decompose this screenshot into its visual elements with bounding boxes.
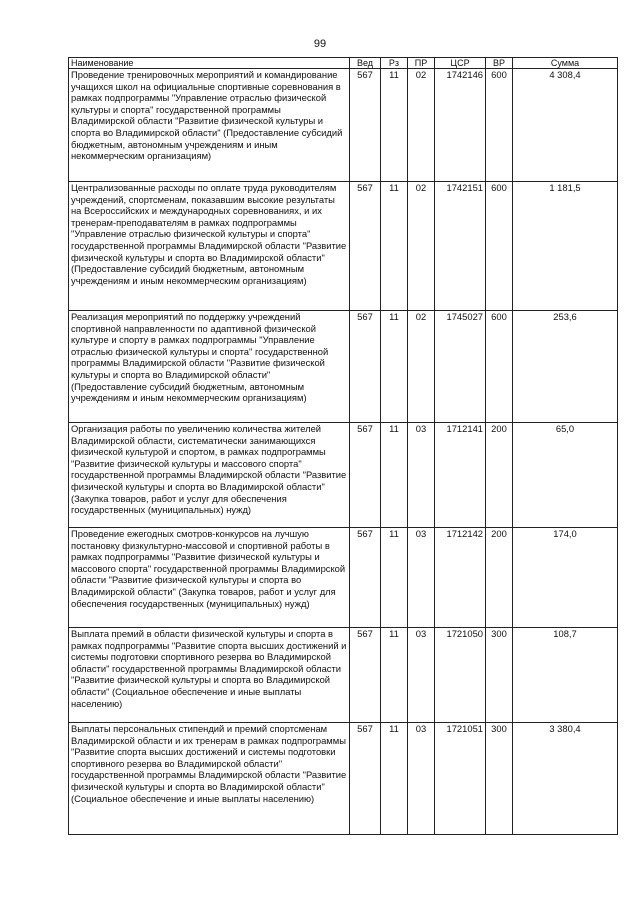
row-vr: 600 bbox=[486, 69, 513, 182]
row-rz: 11 bbox=[381, 69, 408, 182]
page-number: 99 bbox=[313, 38, 327, 50]
row-ved: 567 bbox=[350, 69, 381, 182]
row-rz: 11 bbox=[381, 423, 408, 528]
row-sum: 108,7 bbox=[513, 628, 618, 723]
row-name: Реализация мероприятий по поддержку учреждений спортивной направленности по адаптивной физической культуре и спорту в рамках подпрограммы "Управление отраслью физической культуры и спорта" государственной программы Владимирской области "Развитие физической культуры и спорта во Владимирской области" (Предоставление субсидий бюджетным, автономным учреждениям и иным некоммерческим организациям) bbox=[69, 311, 350, 423]
row-sum: 174,0 bbox=[513, 528, 618, 628]
row-csr: 1721050 bbox=[435, 628, 486, 723]
budget-table bbox=[68, 57, 618, 835]
row-ved: 567 bbox=[350, 628, 381, 723]
row-sum: 4 308,4 bbox=[513, 69, 618, 182]
row-ved: 567 bbox=[350, 528, 381, 628]
row-name: Выплата премий в области физической культуры и спорта в рамках подпрограммы "Развитие спорта высших достижений и системы подготовки спортивного резерва во Владимирской области" государственной программы Владимирской области "Развитие физической культуры и спорта во Владимирской области" (Социальное обеспечение и иные выплаты населению) bbox=[69, 628, 350, 723]
table-header-row bbox=[69, 58, 618, 69]
row-rz: 11 bbox=[381, 311, 408, 423]
row-rz: 11 bbox=[381, 723, 408, 835]
row-csr: 1712141 bbox=[435, 423, 486, 528]
row-rz: 11 bbox=[381, 628, 408, 723]
table-row bbox=[69, 723, 618, 835]
row-vr: 200 bbox=[486, 528, 513, 628]
table-row bbox=[69, 69, 618, 182]
row-pr: 02 bbox=[408, 311, 435, 423]
row-ved: 567 bbox=[350, 182, 381, 311]
header-vr: ВР bbox=[486, 58, 513, 69]
row-name: Организация работы по увеличению количества жителей Владимирской области, систематически занимающихся физической культурой и спортом, в рамках подпрограммы "Развитие физической культуры и массового спорта" государственной программы Владимирской области "Развитие физической культуры и спорта во Владимирской области" (Закупка товаров, работ и услуг для обеспечения государственных (муниципальных) нужд) bbox=[69, 423, 350, 528]
row-csr: 1721051 bbox=[435, 723, 486, 835]
header-ved: Вед bbox=[350, 58, 381, 69]
row-sum: 253,6 bbox=[513, 311, 618, 423]
row-csr: 1712142 bbox=[435, 528, 486, 628]
header-name: Наименование bbox=[69, 58, 350, 69]
row-csr: 1742151 bbox=[435, 182, 486, 311]
row-sum: 3 380,4 bbox=[513, 723, 618, 835]
row-csr: 1742146 bbox=[435, 69, 486, 182]
row-pr: 02 bbox=[408, 182, 435, 311]
header-pr: ПР bbox=[408, 58, 435, 69]
header-csr: ЦСР bbox=[435, 58, 486, 69]
row-vr: 200 bbox=[486, 423, 513, 528]
table-row bbox=[69, 528, 618, 628]
row-name: Выплаты персональных стипендий и премий спортсменам Владимирской области и их тренерам в рамках подпрограммы "Развитие спорта высших достижений и системы подготовки спортивного резерва во Владимирской области" государственной программы Владимирской области "Развитие физической культуры и спорта во Владимирской области" (Социальное обеспечение и иные выплаты населению) bbox=[69, 723, 350, 835]
row-vr: 600 bbox=[486, 182, 513, 311]
row-pr: 03 bbox=[408, 723, 435, 835]
table-row bbox=[69, 423, 618, 528]
table-row bbox=[69, 311, 618, 423]
row-vr: 300 bbox=[486, 723, 513, 835]
table-row bbox=[69, 628, 618, 723]
row-vr: 300 bbox=[486, 628, 513, 723]
row-sum: 65,0 bbox=[513, 423, 618, 528]
header-rz: Рз bbox=[381, 58, 408, 69]
row-vr: 600 bbox=[486, 311, 513, 423]
row-pr: 03 bbox=[408, 423, 435, 528]
row-pr: 03 bbox=[408, 528, 435, 628]
row-sum: 1 181,5 bbox=[513, 182, 618, 311]
row-rz: 11 bbox=[381, 528, 408, 628]
row-csr: 1745027 bbox=[435, 311, 486, 423]
row-pr: 02 bbox=[408, 69, 435, 182]
row-ved: 567 bbox=[350, 723, 381, 835]
header-sum: Сумма bbox=[513, 58, 618, 69]
row-name: Проведение тренировочных мероприятий и командирование учащихся школ на официальные спортивные соревнования в рамках подпрограммы "Управление отраслью физической культуры и спорта" государственной программы Владимирской области "Развитие физической культуры и спорта во Владимирской области" (Предоставление субсидий бюджетным, автономным учреждениям и иным некоммерческим организациям) bbox=[69, 69, 350, 182]
row-pr: 03 bbox=[408, 628, 435, 723]
row-ved: 567 bbox=[350, 423, 381, 528]
row-rz: 11 bbox=[381, 182, 408, 311]
row-name: Централизованные расходы по оплате труда руководителям учреждений, спортсменам, показавшим высокие результаты на Всероссийских и международных соревнованиях, и их тренерам-преподавателям в рамках подпрограммы "Управление отраслью физической культуры и спорта" государственной программы Владимирской области "Развитие физической культуры и спорта во Владимирской области" (Предоставление субсидий бюджетным, автономным учреждениям и иным некоммерческим организациям) bbox=[69, 182, 350, 311]
row-name: Проведение ежегодных смотров-конкурсов на лучшую постановку физкультурно-массовой и спортивной работы в рамках подпрограммы "Развитие физической культуры и массового спорта" государственной программы Владимирской области "Развитие физической культуры и спорта во Владимирской области" (Закупка товаров, работ и услуг для обеспечения государственных (муниципальных) нужд) bbox=[69, 528, 350, 628]
table-row bbox=[69, 182, 618, 311]
row-ved: 567 bbox=[350, 311, 381, 423]
